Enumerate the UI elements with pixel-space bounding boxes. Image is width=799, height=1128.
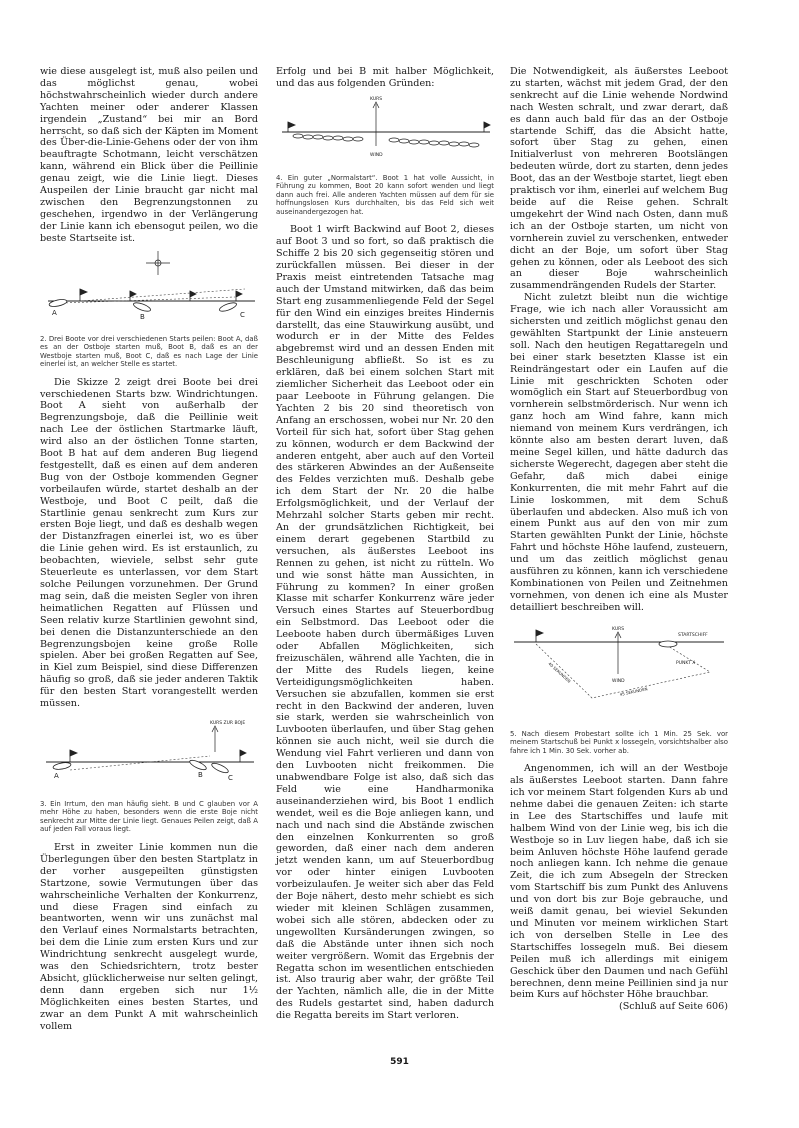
figure-4-caption: 4. Ein guter „Normalstart“. Boot 1 hat volle Aussicht, in Führung zu kommen, Boot 20 kann sofort wenden und liegt dann auch frei. Alle anderen Yachten müssen auf dem für sie hoffnungslosen Kurs durchhalten, bis das Feld sich weit auseinandergezogen hat. <box>276 173 494 216</box>
continued-note: (Schluß auf Seite 606) <box>618 1001 728 1013</box>
figure-3-caption: 3. Ein Irrtum, den man häufig sieht. B und C glauben vor A mehr Höhe zu haben, besonders wenn die erste Boje nicht senkrecht zur Mitte der Linie liegt. Genaues Peilen zeigt, daß A auf jeden Fall voraus liegt. <box>40 799 258 834</box>
figure-5-label-sek45: 45 SEKUNDEN <box>619 685 649 697</box>
page-number: 591 <box>390 1057 409 1067</box>
figure-5-label-punkt: PUNKT X <box>676 660 696 666</box>
col3-paragraph-1: Die Notwendigkeit, als äußerstes Leeboot zu starten, wächst mit jedem Grad, der den senkrecht auf die Linie wehende Nordwind nach Westen schralt, und zwar derart, daß es dann auch bald für das an der Ostboje startende Schiff, das die Absicht hatte, sofort über Stag zu gehen, einen Initialverlust von mehreren Bootslängen bedeuten würde, dort zu starten, denn jedes Boot, das an der Westboje startet, liegt eben praktisch vor ihm, einerlei auf welchem Bug beide auf die Reise gehen. Schralt umgekehrt der Wind nach Osten, dann muß ich an der Ostboje starten, um nicht von vornherein zuviel zu verschenken, entweder dicht an der Boje, um sofort über Stag gehen zu können, oder als Leeboot des sich an dieser Boje wahrscheinlich zusammendrängenden Rudels der Starter. <box>510 66 728 292</box>
figure-4-label-wind: WIND <box>370 152 383 158</box>
svg-text:B: B <box>198 770 203 779</box>
figure-5-label-wind: WIND <box>612 678 625 684</box>
figure-4-label-kurs: KURS <box>370 96 383 102</box>
figure-5-label-kurs: KURS <box>612 626 625 632</box>
figure-2-caption: 2. Drei Boote vor drei verschiedenen Starts peilen: Boot A, daß es an der Ostboje starten muß, Boot B, daß es an der Westboje starten muß, Boot C, daß es nach Lage der Linie einerlei ist, an welcher Stelle es startet. <box>40 334 258 369</box>
column-3 <box>510 66 728 1013</box>
col1-paragraph-2: Die Skizze 2 zeigt drei Boote bei drei verschiedenen Starts bzw. Windrichtungen. Boot A sieht von außerhalb der Begrenzungsboje, daß die Peillinie weit nach Lee der östlichen Startmarke läuft, wird also an der östlichen Tonne starten, Boot B hat auf dem anderen Bug liegend festgestellt, daß es einen auf dem anderen Bug von der Ostboje kommenden Gegner vorbeilaufen würde, startet deshalb an der Westboje, und Boot C peilt, daß die Startlinie genau senkrecht zum Kurs zur ersten Boje liegt, und daß es deshalb wegen der Distanzfragen einerlei ist, wo es über die Linie gehen wird. Es ist erstaunlich, zu beobachten, wieviele, selbst sehr gute Steuerleute es unterlassen, vor dem Start solche Peilungen vorzunehmen. Der Grund mag sein, daß die meisten Segler von ihren heimatlichen Regatten auf Flüssen und Seen relativ kurze Startlinien gewohnt sind, bei denen die Distanzunterschiede an den Begrenzungsbojen keine große Rolle spielen. Aber bei großen Regatten auf See, in Kiel zum Beispiel, sind diese Differenzen häufig so groß, daß sie jeder anderen Taktik für den besten Start vorangestellt werden müssen. <box>40 376 258 710</box>
figure-3-label-kurs: KURS ZUR BOJE <box>210 720 246 726</box>
figure-2-diagram <box>40 245 258 335</box>
boat-icon <box>293 134 479 147</box>
svg-text:A: A <box>52 308 57 317</box>
compass-rose-icon <box>146 251 170 275</box>
svg-text:A: A <box>54 771 59 780</box>
startschiff-icon <box>659 641 677 647</box>
svg-text:C: C <box>228 773 233 782</box>
col1-paragraph-3: Erst in zweiter Linie kommen nun die Überlegungen über den besten Startplatz in der vorher ausgepeilten günstigsten Startzone, sowie Vermutungen über das wahrscheinliche Verhalten der Konkurrenz, und diese Fragen sind einfach zu beantworten, wenn wir uns zunächst mal den Verlauf eines Normalstarts betrachten, bei dem die Linie zum ersten Kurs und zur Windrichtung senkrecht ausgelegt wurde, was den Schiedsrichtern, trotz bester Absicht, glücklicherweise nur selten gelingt, denn dann ergeben sich nur 1½ Möglichkeiten eines besten Startes, und zwar an dem Punkt A mit wahrscheinlich vollem <box>40 841 258 1032</box>
boat-icon <box>53 758 230 774</box>
col3-paragraph-2: Nicht zuletzt bleibt nun die wichtige Frage, wie ich nach aller Voraussicht am sichersten und zeitlich möglichst genau den gewählten Startpunkt der Linie ansteuern soll. Nach den heutigen Regattaregeln und bei einer stark besetzten Klasse ist ein Reindrängestart oder ein Laufen auf die Linie mit geschrickten Schoten oder womöglich ein Start auf Steuerbordbug von vornherein selbstmörderisch. Nur wenn ich ganz hoch am Wind fahre, kann mich niemand von meinem Kurs verdrängen, ich könnte also am besten derart luven, daß meine Segel killen, und hätte dadurch das sicherste Wegerecht, dagegen aber steht die Gefahr, daß mich dabei einige Konkurrenten, die mit mehr Fahrt auf die Linie loskommen, mit dem Schuß überlaufen und abdecken. Also muß ich von einem Punkt aus auf den von mir zum Starten gewählten Punkt der Linie, höchste Fahrt und höchste Höhe laufend, zusteuern, und um das zeitlich möglichst genau ausführen zu können, kann ich verschiedene Kombinationen von Peilen und Zeitnehmen vornehmen, von denen ich eine als Muster detailliert beschreiben will. <box>510 292 728 613</box>
figure-5-label-startschiff: STARTSCHIFF <box>678 632 708 638</box>
svg-text:C: C <box>240 310 245 319</box>
col3-paragraph-3: Angenommen, ich will an der Westboje als äußerstes Leeboot starten. Dann fahre ich vor meinem Start folgenden Kurs ab und nehme dabei die genauen Zeiten: ich starte in Lee des Startschiffes und laufe mit halbem Wind von der Linie weg, bis ich die Westboje so in Luv liegen habe, daß ich sie beim Anluven höchste Höhe laufend gerade noch anliegen kann. Ich nehme die genaue Zeit, die ich zum Absegeln der Strecken vom Startschiff bis zum Punkt des Anluvens und von dort bis zur Boje gebrauche, und weiß damit genau, bei wieviel Sekunden und Minuten vor meinem wirklichen Start ich von derselben Stelle in Lee des Startschiffes lossegeln muß. Bei diesem Peilen muß ich allerdings mit einigem Geschick über den Daumen und nach Gefühl berechnen, denn meine Peillinien sind ja nur beim Kurs auf höchster Höhe brauchbar. <box>510 763 728 1001</box>
figure-3-diagram <box>40 710 258 800</box>
col2-paragraph-1: Erfolg und bei B mit halber Möglichkeit, und das aus folgenden Gründen: <box>276 66 494 89</box>
column-2 <box>276 66 494 1022</box>
svg-text:B: B <box>140 312 145 321</box>
figure-5-caption: 5. Nach diesem Probestart sollte ich 1 Min. 25 Sek. vor meinem Startschuß bei Punkt x lossegeln, vorsichtshalber also fahre ich 1 Min. 30 Sek. vorher ab. <box>510 729 728 755</box>
figure-4-diagram <box>276 90 494 174</box>
figure-5-diagram <box>510 622 728 730</box>
col1-paragraph-1: wie diese ausgelegt ist, muß also peilen und das möglichst genau, wobei höchstwahrscheinlich wieder durch andere Yachten meiner oder anderer Klassen irgendein „Zustand“ bei mir an Bord herrscht, so daß sich der Käpten im Moment des Über-die-Linie-Gehens oder der von ihm beauftragte Schotmann, leicht verschätzen kann, während ein Blick über die Peillinie genau zeigt, wie die Linie liegt. Dieses Auspeilen der Linie braucht gar nicht mal zwischen den Begrenzungstonnen zu geschehen, irgendwo in der Verlängerung der Linie kann ich ebensogut peilen, wo die beste Startseite ist. <box>40 66 258 244</box>
figure-5-label-sek40: 40 SEKUNDEN <box>547 660 572 684</box>
column-1 <box>40 66 258 1032</box>
col2-paragraph-2: Boot 1 wirft Backwind auf Boot 2, dieses auf Boot 3 und so fort, so daß praktisch die Schiffe 2 bis 20 sich gegenseitig stören und zurückfallen müssen. Bei dieser in der Praxis meist eintretenden Tatsache mag auch der Umstand mitwirken, daß das beim Start eng zusammenliegende Feld der Segel für den Wind ein einziges breites Hindernis darstellt, das eine Stauwirkung ausübt, und wodurch er in der Mitte des Feldes abgebremst wird und an dessen Enden mit Beschleunigung abfließt. So ist es zu erklären, daß bei einem solchen Start mit ziemlicher Sicherheit das Leeboot oder ein paar Leeboote in Führung gelangen. Die Yachten 2 bis 20 sind theoretisch von Anfang an erschossen, wobei nur Nr. 20 den Vorteil für sich hat, sofort über Stag gehen zu können, wodurch er dem Backwind der anderen entgeht, aber auch auf den Vorteil des stärkeren Abwindes an der Außenseite des Feldes verzichten muß. Deshalb gebe ich dem Start der Nr. 20 die halbe Erfolgsmöglichkeit, und der Verlauf der Mehrzahl solcher Starts geben mir recht. An der grundsätzlichen Richtigkeit, bei einem derart gegebenen Startbild zu versuchen, als äußerstes Leeboot ins Rennen zu gehen, ist nicht zu rütteln. Wo und wie sonst hätte man Aussichten, in Führung zu kommen? In einer großen Klasse mit scharfer Konkurrenz wäre jeder Versuch eines Startes auf Steuerbordbug ein Selbstmord. Das Leeboot oder die Leeboote haben durch übermäßiges Luven oder Abfallen Möglichkeiten, sich freizuschälen, während alle Yachten, die in der Mitte des Rudels liegen, keine Verteidigungsmöglichkeiten haben. Versuchen sie abzufallen, kommen sie erst recht in den Backwind der anderen, luven sie stark, werden sie wahrscheinlich von Luvbooten überlaufen, und über Stag gehen können sie auch nicht, weil sie durch die Wendung viel Fahrt verlieren und dann von den Luvbooten nicht freikommen. Die unabwendbare Folge ist also, daß sich das Feld wie eine Handharmonika auseinanderziehen wird, bis Boot 1 endlich wendet, weil es die Boje anliegen kann, und nach und nach sind die Abstände zwischen den einzelnen Konkurrenten so groß geworden, daß einer nach dem anderen jetzt wenden kann, um auf Steuerbordbug vor oder hinter einigen Luvbooten vorbeizulaufen. Je weiter sich aber das Feld der Boje nähert, desto mehr schiebt es sich wieder mit kleinen Schlägen zusammen, wobei sich alle stören, abdecken oder zu ungewollten Kursänderungen zwingen, so daß die Abstände unter ihnen sich noch weiter vergrößern. Womit das Ergebnis der Regatta schon im wesentlichen entschieden ist. Also traurig aber wahr, der größte Teil der Yachten, nämlich alle, die in der Mitte des Rudels gestartet sind, haben dadurch die Regatta bereits im Start verloren. <box>276 224 494 1022</box>
